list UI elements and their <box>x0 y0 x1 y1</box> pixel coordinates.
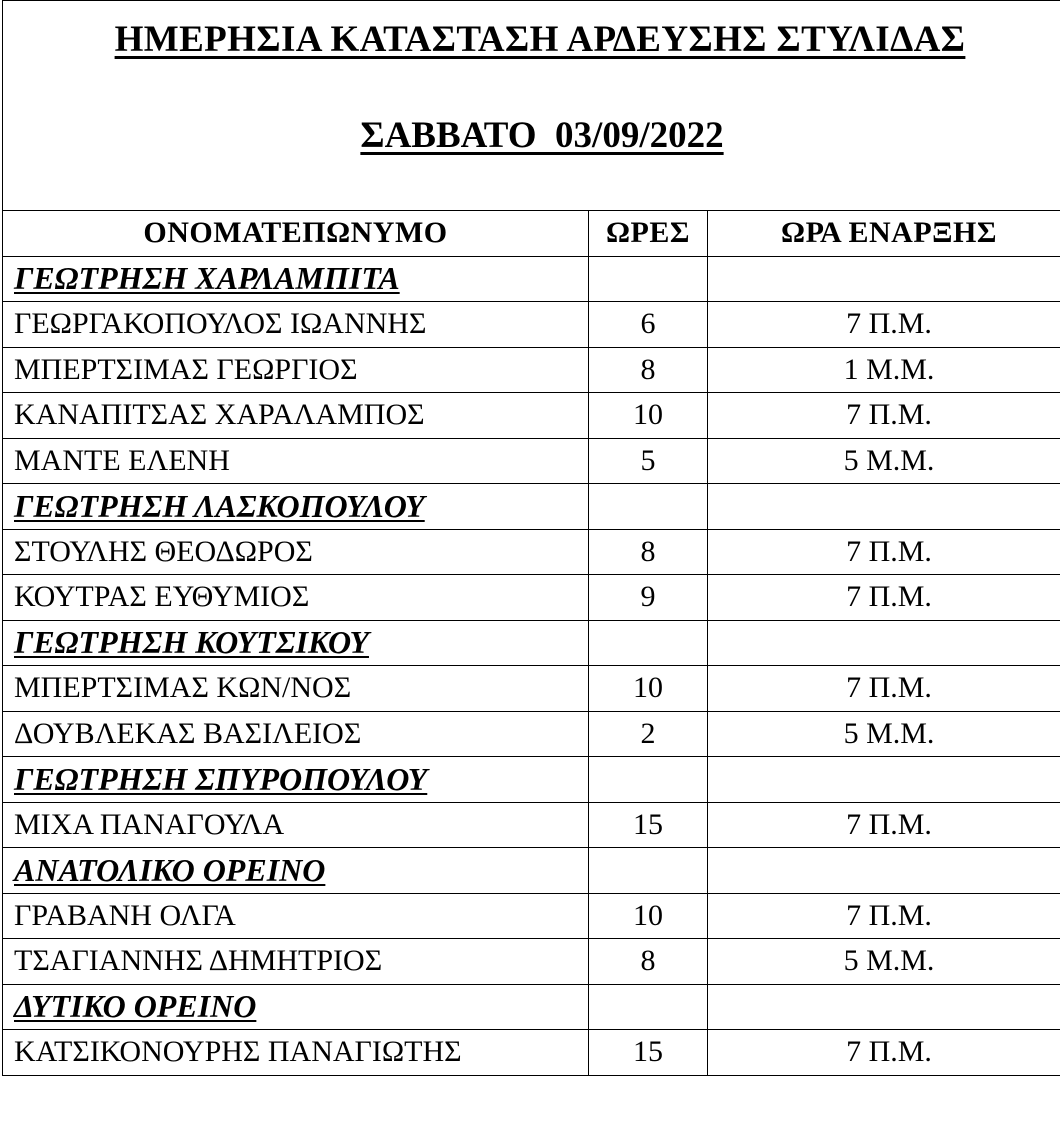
table-header-row <box>3 211 1060 257</box>
empty-cell <box>708 484 1060 530</box>
table-row <box>3 893 1060 939</box>
table-row <box>3 529 1060 575</box>
person-name: ΚΟΥΤΡΑΣ ΕΥΘΥΜΙΟΣ <box>3 575 589 621</box>
hours-value: 15 <box>589 1030 708 1076</box>
hours-value: 10 <box>589 393 708 439</box>
table-row <box>3 711 1060 757</box>
group-label: ΔΥΤΙΚΟ ΟΡΕΙΝΟ <box>3 984 589 1030</box>
hours-value: 10 <box>589 666 708 712</box>
person-name: ΜΑΝΤΕ ΕΛΕΝΗ <box>3 438 589 484</box>
person-name: ΣΤΟΥΛΗΣ ΘΕΟΔΩΡΟΣ <box>3 529 589 575</box>
start-time-value: 5 Μ.Μ. <box>708 711 1060 757</box>
group-row <box>3 848 1060 894</box>
hours-value: 9 <box>589 575 708 621</box>
empty-cell <box>589 984 708 1030</box>
document-date: ΣΑΒΒΑΤΟ 03/09/2022 <box>360 115 724 156</box>
start-time-value: 7 Π.Μ. <box>708 893 1060 939</box>
person-name: ΜΠΕΡΤΣΙΜΑΣ ΓΕΩΡΓΙΟΣ <box>3 347 589 393</box>
empty-cell <box>708 848 1060 894</box>
table-row <box>3 347 1060 393</box>
empty-cell <box>589 620 708 666</box>
group-label: ΓΕΩΤΡΗΣΗ ΣΠΥΡΟΠΟΥΛΟΥ <box>3 757 589 803</box>
group-row <box>3 620 1060 666</box>
table-row <box>3 302 1060 348</box>
person-name: ΜΙΧΑ ΠΑΝΑΓΟΥΛΑ <box>3 802 589 848</box>
start-time-value: 7 Π.Μ. <box>708 802 1060 848</box>
empty-cell <box>708 620 1060 666</box>
hours-value: 10 <box>589 893 708 939</box>
column-header-start-time: ΩΡΑ ΕΝΑΡΞΗΣ <box>708 211 1060 257</box>
column-header-name: ΟΝΟΜΑΤΕΠΩΝΥΜΟ <box>3 211 589 257</box>
start-time-value: 7 Π.Μ. <box>708 1030 1060 1076</box>
document-title: ΗΜΕΡΗΣΙΑ ΚΑΤΑΣΤΑΣΗ ΑΡΔΕΥΣΗΣ ΣΤΥΛΙΔΑΣ <box>114 19 966 60</box>
start-time-value: 1 Μ.Μ. <box>708 347 1060 393</box>
table-body <box>3 256 1060 1075</box>
hours-value: 6 <box>589 302 708 348</box>
person-name: ΓΡΑΒΑΝΗ ΟΛΓΑ <box>3 893 589 939</box>
table-row <box>3 393 1060 439</box>
group-label: ΓΕΩΤΡΗΣΗ ΧΑΡΛΑΜΠΙΤΑ <box>3 256 589 302</box>
start-time-value: 7 Π.Μ. <box>708 529 1060 575</box>
empty-cell <box>708 757 1060 803</box>
group-label: ΑΝΑΤΟΛΙΚΟ ΟΡΕΙΝΟ <box>3 848 589 894</box>
group-label: ΓΕΩΤΡΗΣΗ ΚΟΥΤΣΙΚΟΥ <box>3 620 589 666</box>
group-label: ΓΕΩΤΡΗΣΗ ΛΑΣΚΟΠΟΥΛΟΥ <box>3 484 589 530</box>
start-time-value: 5 Μ.Μ. <box>708 438 1060 484</box>
hours-value: 8 <box>589 347 708 393</box>
hours-value: 8 <box>589 939 708 985</box>
empty-cell <box>589 484 708 530</box>
empty-cell <box>589 757 708 803</box>
person-name: ΓΕΩΡΓΑΚΟΠΟΥΛΟΣ ΙΩΑΝΝΗΣ <box>3 302 589 348</box>
table-row <box>3 438 1060 484</box>
group-row <box>3 256 1060 302</box>
irrigation-table <box>2 210 1060 1076</box>
group-row <box>3 757 1060 803</box>
document-header <box>2 0 1060 211</box>
empty-cell <box>589 256 708 302</box>
group-row <box>3 984 1060 1030</box>
person-name: ΚΑΝΑΠΙΤΣΑΣ ΧΑΡΑΛΑΜΠΟΣ <box>3 393 589 439</box>
table-row <box>3 666 1060 712</box>
column-header-hours: ΩΡΕΣ <box>589 211 708 257</box>
group-row <box>3 484 1060 530</box>
hours-value: 15 <box>589 802 708 848</box>
table-row <box>3 575 1060 621</box>
person-name: ΤΣΑΓΙΑΝΝΗΣ ΔΗΜΗΤΡΙΟΣ <box>3 939 589 985</box>
empty-cell <box>708 256 1060 302</box>
empty-cell <box>589 848 708 894</box>
start-time-value: 7 Π.Μ. <box>708 302 1060 348</box>
start-time-value: 5 Μ.Μ. <box>708 939 1060 985</box>
person-name: ΜΠΕΡΤΣΙΜΑΣ ΚΩΝ/ΝΟΣ <box>3 666 589 712</box>
hours-value: 5 <box>589 438 708 484</box>
table-row <box>3 802 1060 848</box>
person-name: ΚΑΤΣΙΚΟΝΟΥΡΗΣ ΠΑΝΑΓΙΩΤΗΣ <box>3 1030 589 1076</box>
table-row <box>3 939 1060 985</box>
empty-cell <box>708 984 1060 1030</box>
start-time-value: 7 Π.Μ. <box>708 575 1060 621</box>
start-time-value: 7 Π.Μ. <box>708 666 1060 712</box>
table-row <box>3 1030 1060 1076</box>
start-time-value: 7 Π.Μ. <box>708 393 1060 439</box>
person-name: ΔΟΥΒΛΕΚΑΣ ΒΑΣΙΛΕΙΟΣ <box>3 711 589 757</box>
hours-value: 8 <box>589 529 708 575</box>
hours-value: 2 <box>589 711 708 757</box>
